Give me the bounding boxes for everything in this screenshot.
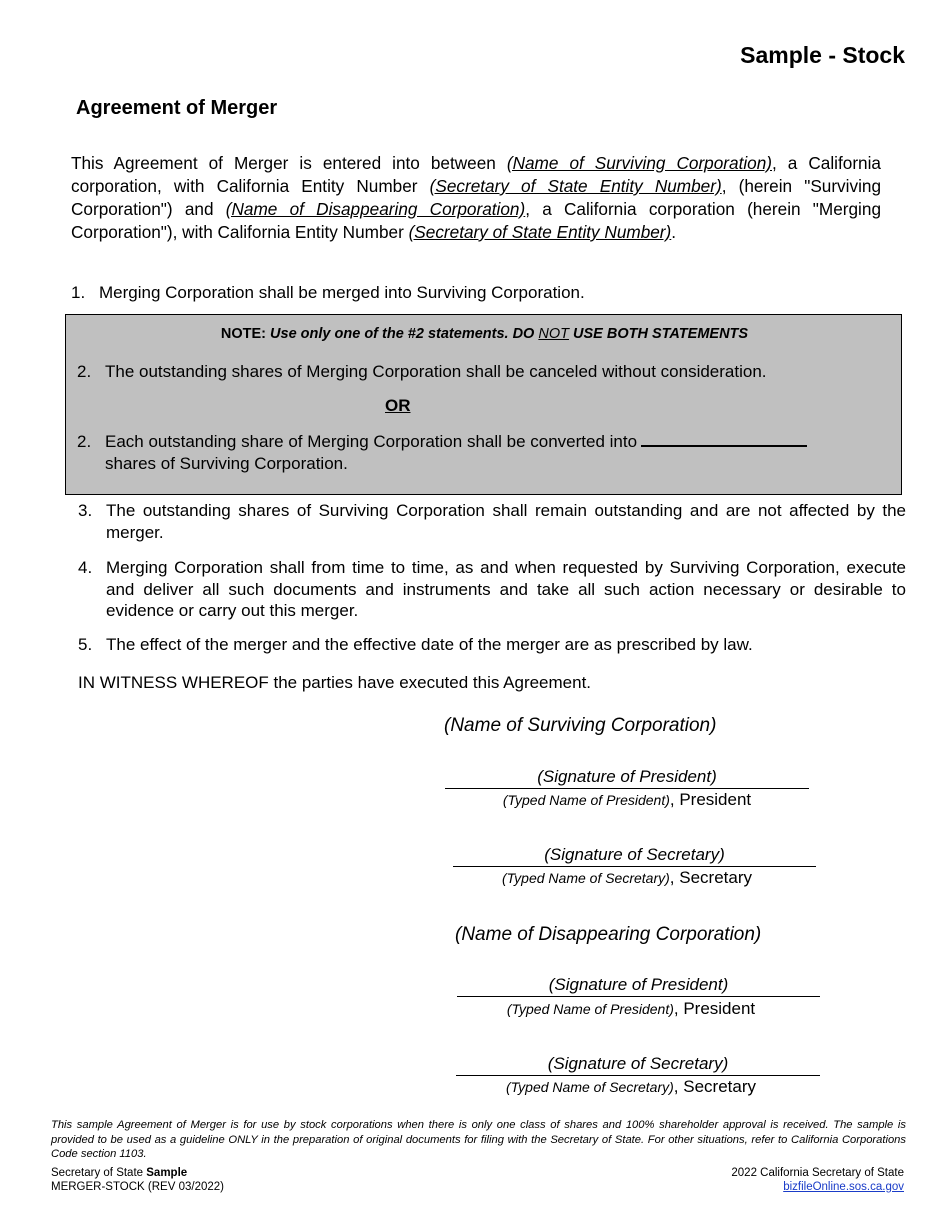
footer-copyright: 2022 California Secretary of State	[731, 1167, 904, 1179]
intro-text-1: This Agreement of Merger is entered into between	[71, 153, 507, 173]
witness-statement: IN WITNESS WHEREOF the parties have executed this Agreement.	[78, 673, 592, 692]
list-item-4	[78, 557, 906, 623]
surviving-secretary-typed-name	[445, 868, 809, 888]
item-number: 5.	[78, 635, 93, 654]
note-part-2: USE BOTH STATEMENTS	[568, 326, 749, 342]
item-number: 2.	[77, 432, 92, 451]
intro-text-4: , a California corporation (herein "Merging Corporation"), with California Entity Number	[71, 199, 881, 242]
item-text-line-2: shares of Surviving Corporation.	[105, 453, 348, 473]
disappearing-president-signature-line[interactable]: (Signature of President)	[457, 974, 820, 997]
page-title: Agreement of Merger	[76, 97, 278, 119]
disappearing-secretary-signature-line[interactable]: (Signature of Secretary)	[456, 1053, 820, 1076]
surviving-name-placeholder: (Name of Surviving Corporation)	[506, 153, 773, 173]
footer-form-number: MERGER-STOCK (REV 03/2022)	[51, 1181, 224, 1193]
or-label: OR	[385, 396, 411, 415]
list-item-2b	[77, 431, 887, 475]
intro-text-2: , a California corporation, with California Entity Number	[71, 153, 881, 196]
item-number: 1.	[71, 283, 86, 302]
bizfile-link[interactable]: bizfileOnline.sos.ca.gov	[783, 1181, 904, 1193]
title-label: , Secretary	[669, 868, 752, 887]
intro-text-5: .	[671, 222, 677, 242]
note-part-1: Use only one of the #2 statements. DO	[270, 326, 539, 342]
item-text: The effect of the merger and the effective date of the merger are as prescribed by law.	[106, 635, 753, 654]
item-text: The outstanding shares of Merging Corporation shall be canceled without consideration.	[105, 362, 767, 381]
title-label: , President	[669, 790, 752, 809]
disappearing-president-typed-name	[449, 999, 813, 1019]
typed-name-placeholder: (Typed Name of Secretary)	[506, 1079, 674, 1095]
surviving-president-typed-name	[445, 790, 809, 810]
disappearing-name-placeholder: (Name of Disappearing Corporation)	[225, 199, 526, 219]
list-item-2a	[77, 361, 887, 383]
title-label: , President	[673, 999, 756, 1018]
disclaimer-text: This sample Agreement of Merger is for use by stock corporations when there is only one class of shares and 100% shareholder approval is received. The sample is provided to be used as a guideline ONLY in the preparation of original documents for filing with the Secretary of State. For other situations, refer to California Corporations Code section 1103.	[51, 1119, 906, 1160]
footer-left	[51, 1166, 224, 1194]
note-prefix: NOTE:	[220, 326, 271, 342]
surviving-corp-name: (Name of Surviving Corporation)	[444, 715, 717, 736]
typed-name-placeholder: (Typed Name of President)	[502, 792, 670, 808]
surviving-secretary-signature-line[interactable]: (Signature of Secretary)	[453, 844, 816, 867]
typed-name-placeholder: (Typed Name of President)	[506, 1001, 674, 1017]
list-item-1	[71, 282, 881, 304]
footer-sample-label: Sample	[146, 1167, 188, 1179]
disappearing-entity-number-placeholder: (Secretary of State Entity Number)	[408, 222, 672, 242]
typed-name-placeholder: (Typed Name of Secretary)	[502, 870, 670, 886]
intro-text-3: , (herein "Surviving Corporation") and	[71, 176, 882, 219]
note-text	[66, 326, 903, 342]
footer-source: Secretary of State	[51, 1167, 147, 1179]
item-number: 3.	[78, 501, 93, 520]
list-item-3	[78, 500, 906, 544]
disappearing-secretary-typed-name	[449, 1077, 813, 1097]
list-item-5	[78, 634, 906, 656]
item-text-line-1: Each outstanding share of Merging Corporation shall be converted into	[105, 432, 638, 451]
note-not: NOT	[538, 326, 569, 342]
footer-right	[731, 1166, 904, 1194]
share-count-blank	[641, 445, 807, 447]
intro-paragraph	[71, 152, 881, 244]
item-text: Merging Corporation shall be merged into Surviving Corporation.	[99, 283, 585, 302]
item-text: Merging Corporation shall from time to time, as and when requested by Surviving Corporation, execute and deliver all such documents and instruments and take all such action necessary or desirable to evidence or carry out this merger.	[106, 558, 906, 620]
surviving-entity-number-placeholder: (Secretary of State Entity Number)	[429, 176, 722, 196]
item-text: The outstanding shares of Surviving Corporation shall remain outstanding and are not affected by the merger.	[106, 501, 906, 542]
note-box	[65, 314, 902, 495]
item-number: 4.	[78, 558, 93, 577]
sample-label: Sample - Stock	[740, 42, 905, 68]
title-label: , Secretary	[673, 1077, 756, 1096]
surviving-president-signature-line[interactable]: (Signature of President)	[445, 766, 809, 789]
footer-left-line-1	[51, 1166, 224, 1180]
item-number: 2.	[77, 362, 92, 381]
disappearing-corp-name: (Name of Disappearing Corporation)	[455, 924, 762, 945]
item-text	[105, 431, 895, 474]
